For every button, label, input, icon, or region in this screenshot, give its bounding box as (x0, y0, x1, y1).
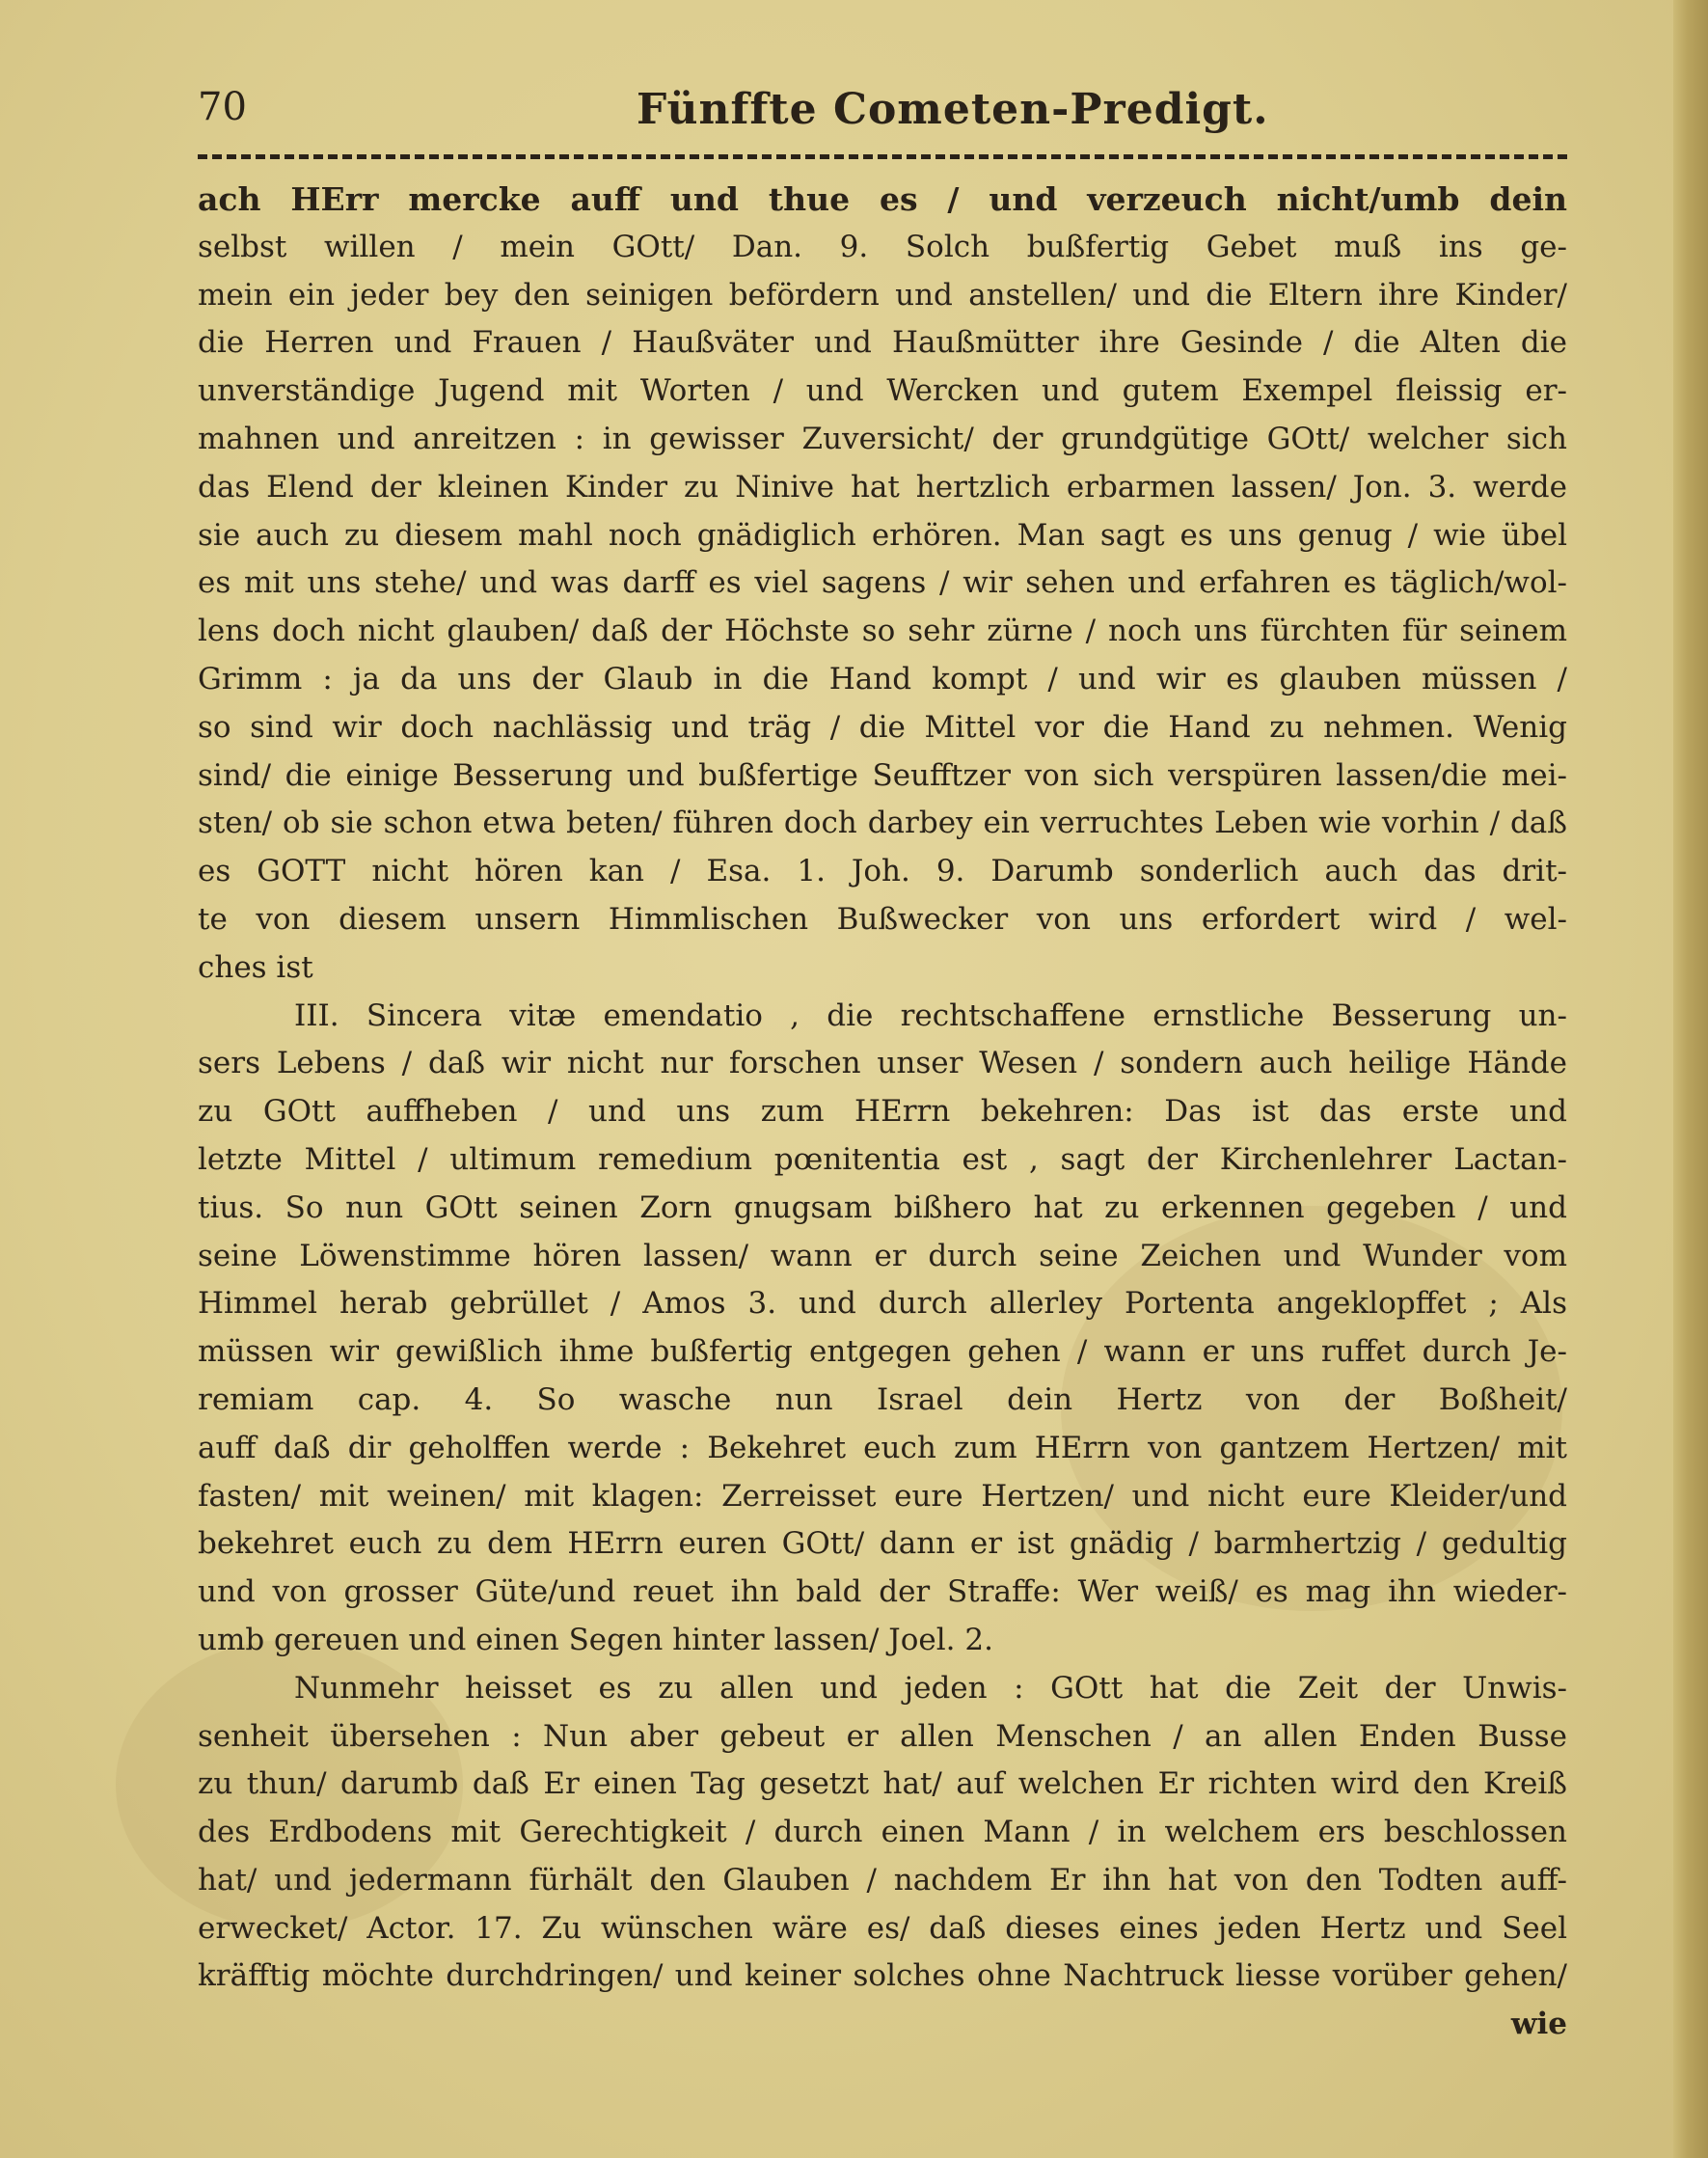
text-line: mein ein jeder bey den seinigen befördern und anstellen/ und die Eltern ihre Kinder/ (198, 277, 1567, 313)
text-line: III. Sincera vitæ emendatio , die rechtschaffene ernstliche Besserung un- (294, 997, 1567, 1033)
text-line: hat/ und jedermann fürhält den Glauben / nachdem Er ihn hat von den Todten auff- (198, 1862, 1567, 1898)
text-line: sten/ ob sie schon etwa beten/ führen doch darbey ein verruchtes Leben wie vorhin / daß (198, 806, 1567, 841)
text-line: selbst willen / mein GOtt/ Dan. 9. Solch bußfertig Gebet muß ins ge- (198, 229, 1567, 264)
text-line: mahnen und anreitzen : in gewisser Zuversicht/ der grundgütige GOtt/ welcher sich (198, 421, 1567, 456)
text-line: umb gereuen und einen Segen hinter lassen/ Joel. 2. (198, 1622, 993, 1657)
running-title: Fünffte Cometen-Predigt. (637, 85, 1269, 134)
text-line: senheit übersehen : Nun aber gebeut er allen Menschen / an allen Enden Busse (198, 1718, 1567, 1754)
text-line: es mit uns stehe/ und was darff es viel sagens / wir sehen und erfahren es täglich/wol- (198, 565, 1567, 601)
text-line: lens doch nicht glauben/ daß der Höchste so sehr zürne / noch uns fürchten für seinem (198, 614, 1567, 649)
text-line: ches ist (198, 949, 313, 985)
text-line: remiam cap. 4. So wasche nun Israel dein Hertz von der Boßheit/ (198, 1381, 1567, 1417)
text-line: tius. So nun GOtt seinen Zorn gnugsam bißhero hat zu erkennen gegeben / und (198, 1189, 1567, 1225)
text-line: auff daß dir geholffen werde : Bekehret euch zum HErrn von gantzem Hertzen/ mit (198, 1430, 1567, 1465)
page-number: 70 (198, 85, 247, 129)
text-line: sie auch zu diesem mahl noch gnädiglich erhören. Man sagt es uns genug / wie übel (198, 517, 1567, 553)
page-gutter (1673, 0, 1708, 2158)
text-line: Nunmehr heisset es zu allen und jeden : GOtt hat die Zeit der Unwis- (294, 1670, 1567, 1706)
text-line: Himmel herab gebrüllet / Amos 3. und durch allerley Portenta angeklopffet ; Als (198, 1286, 1567, 1322)
text-line: müssen wir gewißlich ihme bußfertig entgegen gehen / wann er uns ruffet durch Je- (198, 1334, 1567, 1370)
body-text (198, 176, 1567, 2049)
text-line: bekehret euch zu dem HErrn euren GOtt/ dann er ist gnädig / barmhertzig / gedultig (198, 1526, 1567, 1562)
text-line: seine Löwenstimme hören lassen/ wann er durch seine Zeichen und Wunder vom (198, 1238, 1567, 1273)
text-line: erwecket/ Actor. 17. Zu wünschen wäre es/ daß dieses eines jeden Hertz und Seel (198, 1910, 1567, 1946)
text-line: Grimm : ja da uns der Glaub in die Hand kompt / und wir es glauben müssen / (198, 661, 1567, 697)
text-line: sind/ die einige Besserung und bußfertige Seufftzer von sich verspüren lassen/die mei- (198, 757, 1567, 793)
text-line: das Elend der kleinen Kinder zu Ninive hat hertzlich erbarmen lassen/ Jon. 3. werde (198, 469, 1567, 505)
text-line: fasten/ mit weinen/ mit klagen: Zerreisset eure Hertzen/ und nicht eure Kleider/und (198, 1478, 1567, 1514)
catchword: wie (1510, 2007, 1567, 2042)
text-line: kräfftig möchte durchdringen/ und keiner solches ohne Nachtruck liesse vorüber gehen/ (198, 1958, 1567, 1994)
text-line: zu thun/ darumb daß Er einen Tag gesetzt hat/ auf welchen Er richten wird den Kreiß (198, 1766, 1567, 1802)
text-line: sers Lebens / daß wir nicht nur forschen unser Wesen / sondern auch heilige Hände (198, 1046, 1567, 1081)
text-line: letzte Mittel / ultimum remedium pœnitentia est , sagt der Kirchenlehrer Lactan- (198, 1141, 1567, 1177)
page-header (198, 85, 1567, 143)
text-line: ach HErr mercke auff und thue es / und verzeuch nicht/umb dein (198, 180, 1567, 218)
text-line: und von grosser Güte/und reuet ihn bald der Straffe: Wer weiß/ es mag ihn wieder- (198, 1574, 1567, 1610)
text-line: die Herren und Frauen / Haußväter und Haußmütter ihre Gesinde / die Alten die (198, 325, 1567, 361)
text-line: unverständige Jugend mit Worten / und Wercken und gutem Exempel fleissig er- (198, 373, 1567, 409)
text-line: des Erdbodens mit Gerechtigkeit / durch einen Mann / in welchem ers beschlossen (198, 1815, 1567, 1850)
header-rule (198, 154, 1567, 159)
text-line: te von diesem unsern Himmlischen Bußwecker von uns erfordert wird / wel- (198, 901, 1567, 937)
text-line: so sind wir doch nachlässig und träg / die Mittel vor die Hand zu nehmen. Wenig (198, 709, 1567, 745)
text-line: es GOTT nicht hören kan / Esa. 1. Joh. 9. Darumb sonderlich auch das drit- (198, 854, 1567, 889)
text-line: zu GOtt auffheben / und uns zum HErrn bekehren: Das ist das erste und (198, 1094, 1567, 1130)
